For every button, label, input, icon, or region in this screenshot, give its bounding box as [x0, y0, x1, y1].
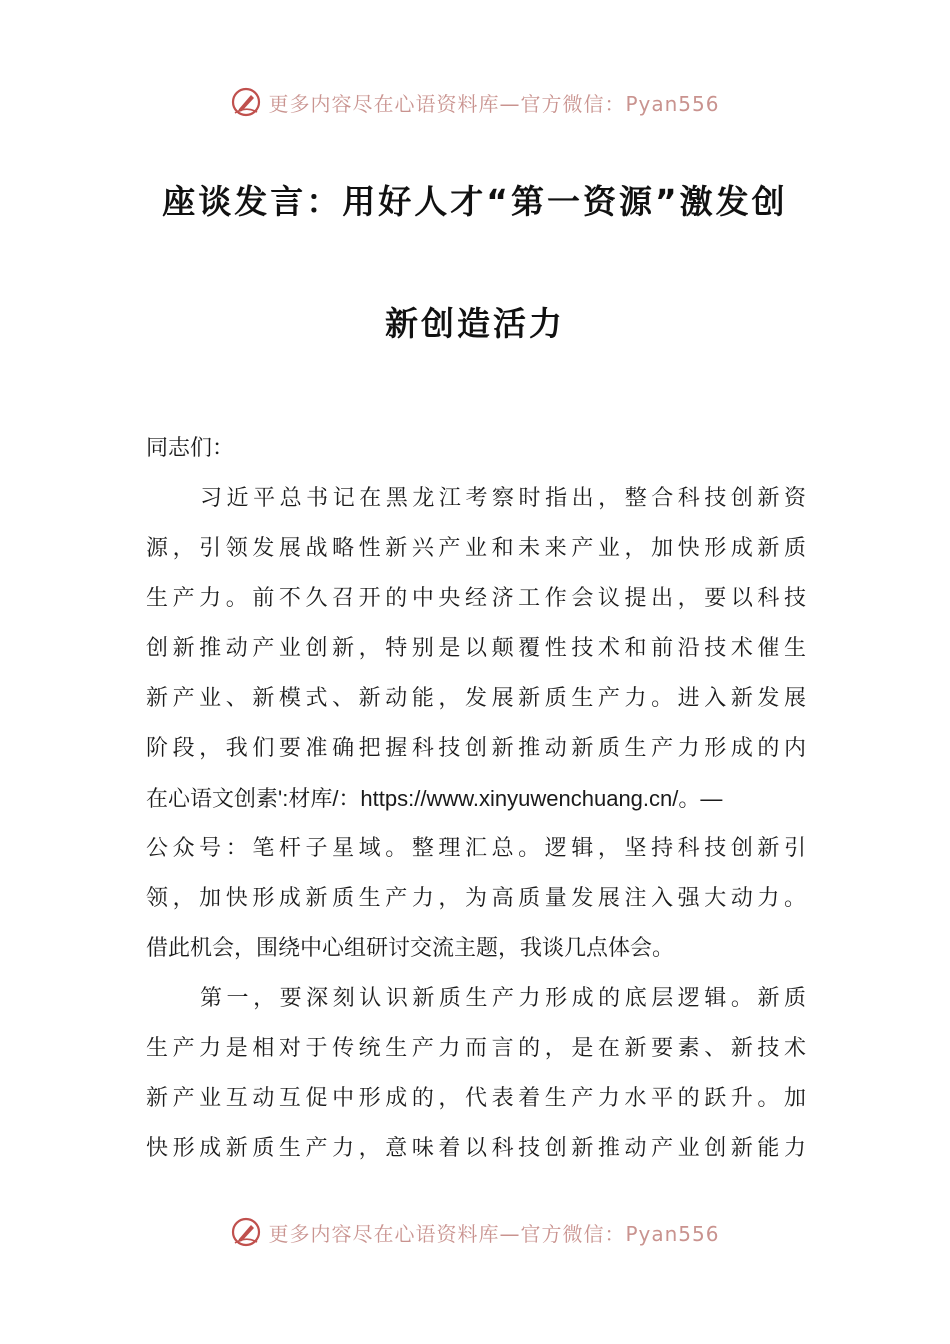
paragraph-line: 领，加快形成新质生产力，为高质量发展注入强大动力。: [146, 886, 806, 911]
paragraph-line: 生产力。前不久召开的中央经济工作会议提出，要以科技: [146, 586, 806, 611]
paragraph-line: 新产业互动互促中形成的，代表着生产力水平的跃升。加: [146, 1086, 806, 1111]
paragraph-line-with-url: 在心语文创素':材库/：https://www.xinyuwenchuang.cn/。—: [146, 786, 723, 811]
paragraph-line: 习近平总书记在黑龙江考察时指出，整合科技创新资: [200, 486, 806, 511]
paragraph-line: 第一，要深刻认识新质生产力形成的底层逻辑。新质: [200, 986, 806, 1011]
paragraph-line: 创新推动产业创新，特别是以颠覆性技术和前沿技术催生: [146, 636, 806, 661]
paragraph-line: 借此机会，围绕中心组研讨交流主题，我谈几点体会。: [146, 936, 675, 961]
footer-watermark-banner: [0, 1212, 950, 1252]
paragraph-line: 快形成新质生产力，意味着以科技创新推动产业创新能力: [146, 1136, 806, 1161]
paragraph-line: 源，引领发展战略性新兴产业和未来产业，加快形成新质: [146, 536, 806, 561]
pen-logo-icon: [230, 86, 262, 118]
header-watermark-banner: [0, 82, 950, 122]
paragraph-line: 新产业、新模式、新动能，发展新质生产力。进入新发展: [146, 686, 806, 711]
document-title-line-2: 新创造活力: [385, 304, 565, 343]
paragraph-line: 生产力是相对于传统生产力而言的，是在新要素、新技术: [146, 1036, 806, 1061]
pen-logo-icon: [230, 1216, 262, 1248]
document-title-line-1: 座谈发言：用好人才“第一资源”激发创: [162, 182, 788, 221]
header-banner-text: 更多内容尽在心语资料库—官方微信：Pyan556: [268, 91, 720, 116]
footer-banner-text: 更多内容尽在心语资料库—官方微信：Pyan556: [268, 1221, 720, 1246]
paragraph-line: 阶段，我们要准确把握科技创新推动新质生产力形成的内: [146, 736, 806, 761]
salutation: 同志们：: [146, 436, 235, 461]
paragraph-line: 公众号：笔杆子星域。整理汇总。逻辑，坚持科技创新引: [146, 836, 806, 861]
